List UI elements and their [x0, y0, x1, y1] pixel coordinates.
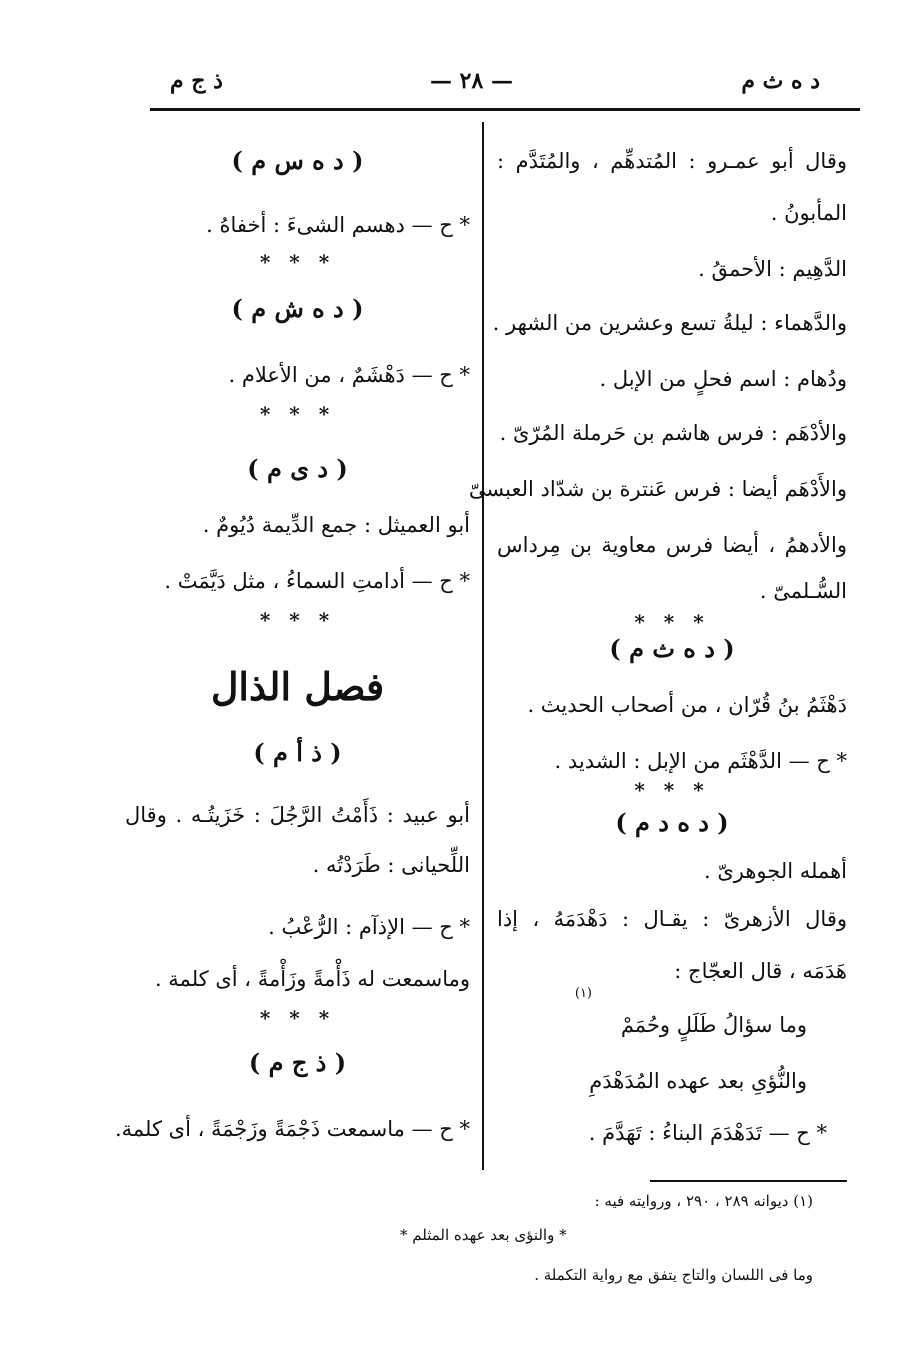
section-separator: * * * — [634, 778, 710, 802]
section-separator: * * * — [259, 1006, 336, 1030]
section-separator: * * * — [634, 610, 710, 634]
root-heading: ( د ه د م ) — [615, 808, 729, 837]
entry-line: والدَّهماء : ليلةُ تسع وعشرين من الشهر . — [492, 311, 847, 335]
entry-line: أبو العميثل : جمع الدِّيمة دُيُومٌ . — [202, 513, 470, 537]
entry-line: * ح — الإذآم : الرُّعْبُ . — [268, 915, 470, 939]
running-header — [150, 68, 860, 102]
header-rule — [150, 108, 860, 111]
entry-line: والأدْهَم : فرس هاشم بن حَرملة المُرّىّ . — [499, 421, 847, 445]
footnote-verse: * والنؤى بعد عهده المثلم * — [400, 1226, 567, 1244]
entry-line: وقال أبو عمـرو : المُتدهِّم ، والمُتَدَّم : — [497, 149, 847, 173]
entry-line: أهمله الجوهرىّ . — [703, 859, 847, 883]
entry-line: وقال الأزهرىّ : يقـال : دَهْدَمَهُ ، إذا — [497, 907, 847, 931]
verse-line: والنُّؤىِ بعد عهده المُدَهْدَمِ — [589, 1069, 807, 1093]
footnote-line: (١) ديوانه ٢٨٩ ، ٢٩٠ ، وروايته فيه : — [594, 1192, 813, 1210]
entry-line: * ح — ماسمعت ذَجْمَةً وزَجْمَةً ، أى كلمة. — [114, 1117, 470, 1141]
entry-line: ودُهام : اسم فحلٍ من الإبل . — [599, 367, 847, 391]
footnote-marker: (١) — [574, 986, 592, 1001]
column-divider — [482, 122, 484, 1170]
root-heading: ( ذ ج م ) — [248, 1048, 347, 1077]
entry-line: * ح — تَدَهْدَمَ البناءُ : تَهَدَّمَ . — [588, 1121, 827, 1145]
entry-line: المأبونُ . — [770, 201, 847, 225]
entry-line: والأَدْهَم أيضا : فرس عَنترة بن شدّاد العبسىّ — [468, 477, 847, 501]
footnote-line: وما فى اللسان والتاج يتفق مع رواية التكملة . — [534, 1266, 813, 1284]
section-title: فصل الذال — [210, 664, 385, 709]
entry-line: السُّـلمىّ . — [759, 579, 847, 603]
entry-line: الدَّهِيم : الأحمقُ . — [698, 257, 847, 281]
header-root-left: ذ ج م — [170, 68, 223, 94]
entry-line: اللِّحيانى : طَرَدْتُه . — [312, 853, 470, 877]
entry-line: والأدهمُ ، أيضا فرس معاوية بن مِرداس — [497, 533, 847, 557]
root-heading: ( ذ أ م ) — [253, 738, 342, 767]
entry-line: * ح — دَهْشَمٌ ، من الأعلام . — [228, 363, 470, 387]
entry-line: * ح — الدَّهْثَم من الإبل : الشديد . — [554, 749, 847, 773]
root-heading: ( د ى م ) — [247, 454, 348, 483]
section-separator: * * * — [259, 608, 336, 632]
entry-line: * ح — أدامتِ السماءُ ، مثل دَيَّمَتْ . — [164, 569, 470, 593]
root-heading: ( د ه ش م ) — [231, 294, 364, 323]
header-root-right: د ه ث م — [741, 68, 820, 94]
verse-line: وما سؤالُ طَلَلٍ وحُمَمْ — [620, 1013, 807, 1037]
entry-line: هَدَمَه ، قال العجّاج : — [674, 959, 847, 983]
entry-line: دَهْثَمُ بنُ قُرّان ، من أصحاب الحديث . — [527, 693, 847, 717]
footnote-rule — [650, 1180, 847, 1182]
entry-line: أبو عبيد : ذَأَمْتُ الرَّجُلَ : خَزَيتُـه . وقال — [125, 803, 470, 827]
section-separator: * * * — [259, 402, 336, 426]
section-separator: * * * — [259, 250, 336, 274]
entry-line: وماسمعت له ذَأْمةً وزَأْمةً ، أى كلمة . — [154, 967, 470, 991]
entry-line: * ح — دهسم الشىءَ : أخفاهُ . — [206, 213, 470, 237]
root-heading: ( د ه ث م ) — [609, 634, 735, 663]
page-number: — ٢٨ — — [430, 68, 513, 94]
root-heading: ( د ه س م ) — [231, 146, 364, 175]
